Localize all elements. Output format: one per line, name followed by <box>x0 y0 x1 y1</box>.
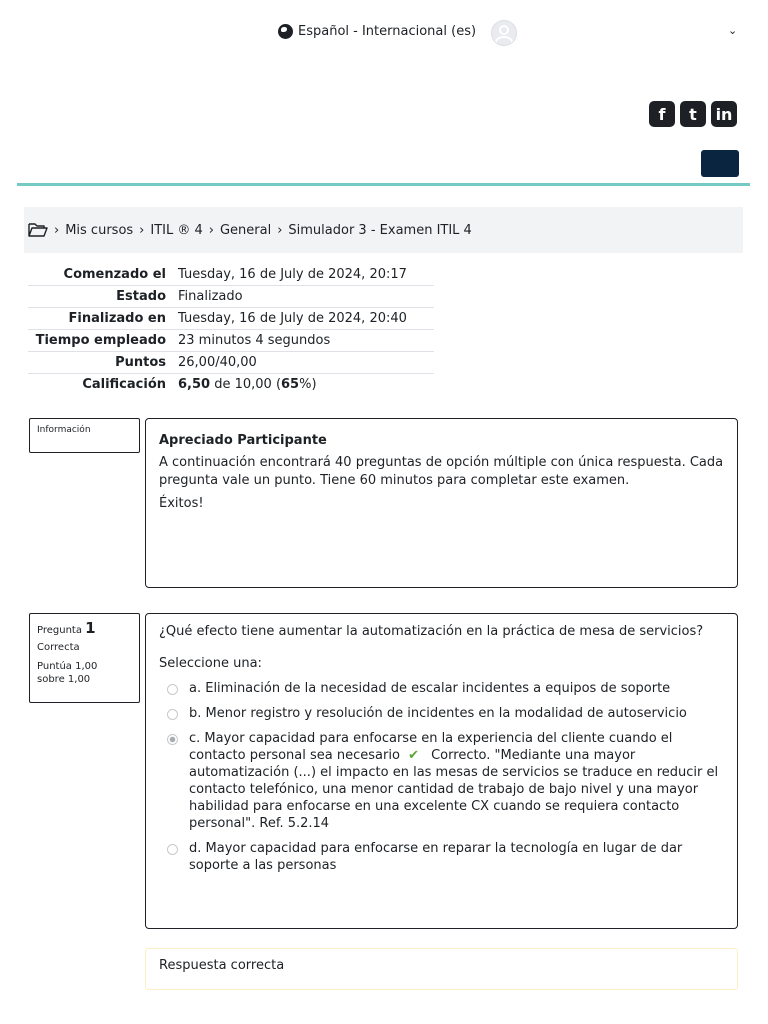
summary-value: Tuesday, 16 de July de 2024, 20:17 <box>178 267 407 282</box>
language-menu[interactable] <box>278 24 476 39</box>
question-prompt: Seleccione una: <box>159 656 262 671</box>
summary-value: 26,00/40,00 <box>178 355 257 370</box>
answer-option-selected[interactable] <box>159 730 724 832</box>
info-text-2: Éxitos! <box>159 496 204 511</box>
answer-text: c. Mayor capacidad para enfocarse en la experiencia del cliente cuando el contacto personal sea necesario <box>189 731 673 763</box>
answer-feedback: Correcto. "Mediante una mayor automatización (...) el impacto en las mesas de servicios se traduce en reducir el contacto telefónico, una menor cantidad de trabajo de bajo nivel y una mayor habilidad para enfocarse en una excelente CX cuando se requiera contacto personal". Ref. 5.2.14 <box>189 748 719 831</box>
summary-label: Tiempo empleado <box>35 333 166 348</box>
summary-label: Comenzado el <box>63 267 166 282</box>
linkedin-icon[interactable]: in <box>711 101 737 127</box>
question-state: Correcta <box>37 642 80 653</box>
language-label: Español - Internacional (es) <box>298 24 477 39</box>
question-info <box>29 613 140 703</box>
social-links <box>644 101 737 127</box>
summary-value: Tuesday, 16 de July de 2024, 20:40 <box>178 311 407 326</box>
question-number: 1 <box>85 619 96 637</box>
breadcrumb-item[interactable]: Mis cursos <box>65 222 134 238</box>
question-text: ¿Qué efecto tiene aumentar la automatización en la práctica de mesa de servicios? <box>159 624 704 639</box>
twitter-icon[interactable]: t <box>680 101 706 127</box>
attempt-summary <box>28 264 434 395</box>
info-text: A continuación encontrará 40 preguntas de opción múltiple con única respuesta. Cada pregunta vale un punto. Tiene 60 minutos para completar este examen. <box>159 455 724 488</box>
breadcrumb-item[interactable]: General <box>219 222 272 238</box>
question-label: Pregunta <box>37 625 82 636</box>
summary-label: Estado <box>116 289 166 304</box>
radio-button[interactable] <box>167 709 178 720</box>
summary-value: Finalizado <box>178 289 243 304</box>
answer-text: a. Eliminación de la necesidad de escalar incidentes a equipos de soporte <box>189 681 671 696</box>
question-score: Puntúa 1,00 sobre 1,00 <box>37 661 98 685</box>
result-feedback: Respuesta correcta <box>145 948 738 990</box>
answer-text: d. Mayor capacidad para enfocarse en reparar la tecnología en lugar de dar soporte a las personas <box>189 841 683 873</box>
question-panel <box>145 613 738 929</box>
chevron-down-icon[interactable]: ⌄ <box>728 24 738 37</box>
summary-label: Finalizado en <box>68 311 166 326</box>
header-divider <box>17 183 750 186</box>
answer-text: b. Menor registro y resolución de incidentes en la modalidad de autoservicio <box>189 706 687 721</box>
info-title: Apreciado Participante <box>159 433 327 448</box>
facebook-icon[interactable]: f <box>649 101 675 127</box>
radio-button[interactable] <box>167 684 178 695</box>
answer-option[interactable] <box>159 680 724 697</box>
info-panel <box>145 418 738 588</box>
breadcrumb: › Mis cursos › ITIL ® 4 › General › Simulador 3 - Examen ITIL 4 <box>24 207 743 253</box>
breadcrumb-item[interactable]: ITIL ® 4 <box>150 222 203 238</box>
menu-button[interactable] <box>701 150 739 177</box>
answer-option[interactable] <box>159 840 724 874</box>
folder-icon <box>28 222 48 238</box>
radio-button-checked[interactable] <box>167 734 178 745</box>
answer-option[interactable] <box>159 705 724 722</box>
summary-value: 23 minutos 4 segundos <box>178 333 331 348</box>
grade-value: 6,50 de 10,00 (65%) <box>178 377 317 392</box>
summary-label: Puntos <box>115 355 166 370</box>
info-side-label: Información <box>29 418 140 453</box>
globe-icon <box>278 24 293 39</box>
summary-label: Calificación <box>82 377 166 392</box>
checkmark-icon: ✔ <box>408 748 419 763</box>
breadcrumb-item[interactable]: Simulador 3 - Examen ITIL 4 <box>288 222 472 238</box>
user-avatar[interactable] <box>491 20 517 46</box>
radio-button[interactable] <box>167 844 178 855</box>
